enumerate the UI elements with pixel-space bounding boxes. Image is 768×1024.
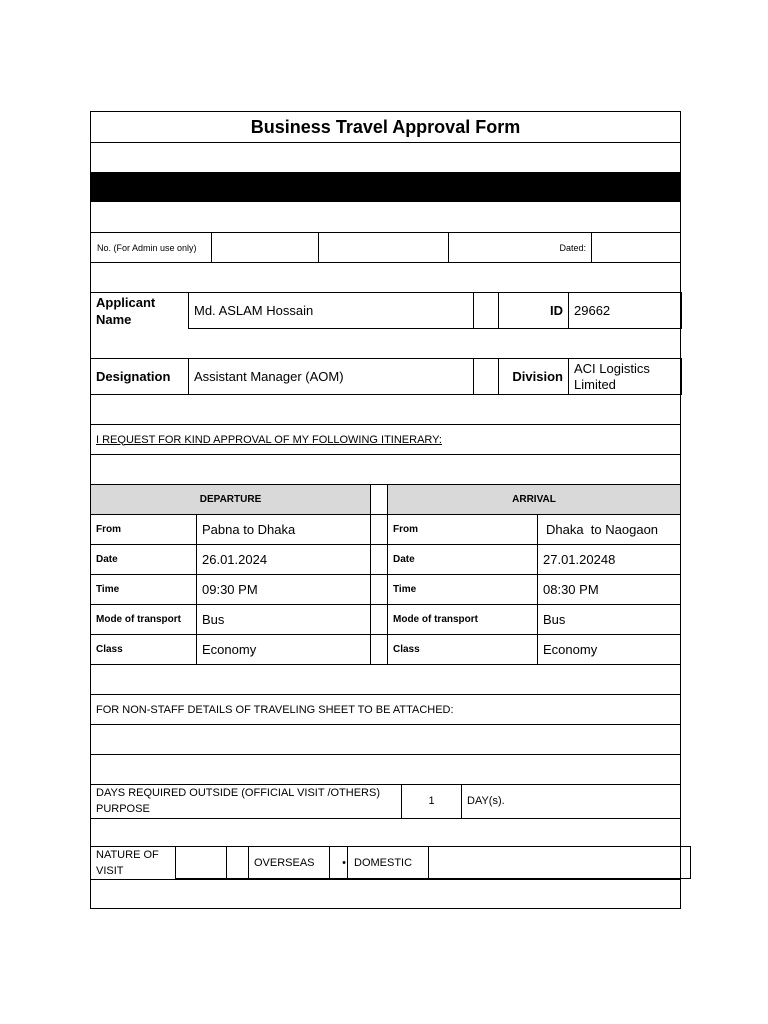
black-banner — [91, 172, 680, 202]
overseas-label: OVERSEAS — [248, 846, 330, 879]
admin-dated-label: Dated: — [559, 242, 586, 253]
arrival-time-field[interactable]: 08:30 PM — [543, 582, 599, 597]
nature-blank-cell — [175, 846, 227, 879]
departure-from-label: From — [96, 524, 121, 535]
travel-approval-form — [90, 111, 681, 909]
arrival-mode-field[interactable]: Bus — [543, 612, 566, 627]
departure-time-field[interactable]: 09:30 PM — [202, 582, 258, 597]
departure-date-field[interactable]: 26.01.2024 — [202, 552, 268, 567]
non-staff-note: FOR NON-STAFF DETAILS OF TRAVELING SHEET TO BE ATTACHED: — [96, 703, 454, 716]
division-field[interactable]: ACI Logistics Limited — [568, 358, 682, 395]
designation-label: Designation — [96, 369, 171, 384]
departure-header: DEPARTURE — [199, 494, 262, 505]
nature-of-visit-label: NATURE OF VISIT — [96, 849, 159, 877]
applicant-name-label: Applicant Name — [96, 294, 156, 327]
admin-no-label: No. (For Admin use only) — [97, 242, 197, 253]
departure-mode-field[interactable]: Bus — [202, 612, 225, 627]
departure-date-label: Date — [96, 554, 118, 565]
applicant-spacer-cell — [473, 292, 499, 329]
division-label: Division — [498, 358, 569, 395]
overseas-checkbox[interactable] — [226, 846, 249, 879]
arrival-from-field[interactable]: Dhaka to Naogaon — [546, 522, 659, 537]
arrival-from-label: From — [393, 524, 418, 535]
applicant-name-field[interactable]: Md. ASLAM Hossain — [188, 292, 474, 329]
form-title: Business Travel Approval Form — [250, 116, 521, 137]
arrival-time-label: Time — [393, 584, 417, 595]
arrival-mode-label: Mode of transport — [393, 614, 478, 625]
arrival-date-field[interactable]: 27.01.20248 — [543, 552, 616, 567]
itinerary-request-text: I REQUEST FOR KIND APPROVAL OF MY FOLLOWING ITINERARY: — [96, 433, 442, 446]
nature-remarks-field[interactable] — [428, 846, 691, 879]
id-label: ID — [498, 292, 569, 329]
arrival-class-field[interactable]: Economy — [543, 642, 598, 657]
departure-class-field[interactable]: Economy — [202, 642, 257, 657]
id-field[interactable]: 29662 — [568, 292, 682, 329]
days-required-field[interactable]: 1 — [428, 795, 435, 807]
admin-no-field[interactable] — [212, 233, 323, 262]
departure-time-label: Time — [96, 584, 120, 595]
designation-spacer-cell — [473, 358, 499, 395]
admin-dated-field[interactable] — [592, 233, 685, 262]
domestic-selected-bullet[interactable]: • — [329, 846, 348, 879]
admin-blank-field[interactable] — [319, 233, 448, 262]
departure-mode-label: Mode of transport — [96, 614, 181, 625]
domestic-label: DOMESTIC — [347, 846, 429, 879]
days-unit-label: DAY(s). — [467, 795, 505, 807]
departure-from-field[interactable]: Pabna to Dhaka — [202, 522, 296, 537]
departure-class-label: Class — [96, 644, 123, 655]
days-required-label: DAYS REQUIRED OUTSIDE (OFFICIAL VISIT /OTHERS) PURPOSE — [96, 787, 380, 815]
arrival-class-label: Class — [393, 644, 420, 655]
arrival-date-label: Date — [393, 554, 415, 565]
designation-field[interactable]: Assistant Manager (AOM) — [188, 358, 474, 395]
arrival-header: ARRIVAL — [512, 494, 556, 505]
